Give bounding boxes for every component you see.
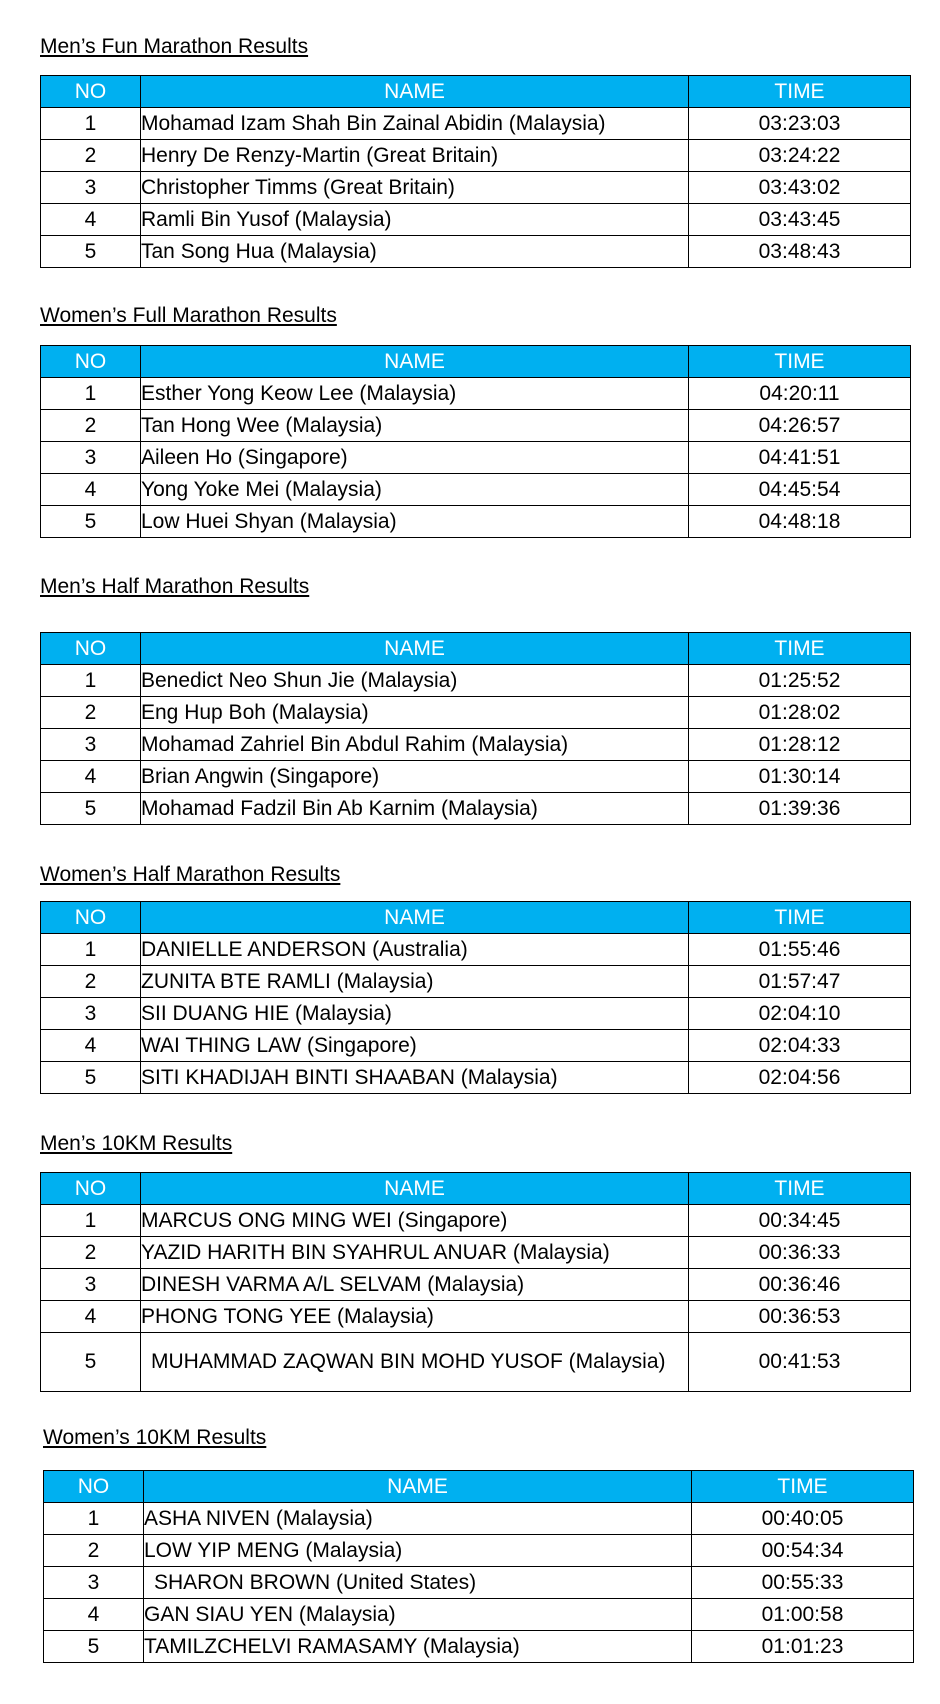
cell-no: 1 (41, 108, 141, 140)
cell-no: 2 (41, 697, 141, 729)
cell-name: Tan Song Hua (Malaysia) (141, 236, 689, 268)
table-row (41, 108, 911, 140)
cell-no: 2 (41, 140, 141, 172)
cell-time: 01:39:36 (689, 793, 911, 825)
cell-time: 03:23:03 (689, 108, 911, 140)
cell-no: 2 (41, 410, 141, 442)
table-row (41, 236, 911, 268)
section-womens-half-marathon (40, 862, 910, 1089)
cell-no: 4 (41, 761, 141, 793)
cell-name: Aileen Ho (Singapore) (141, 442, 689, 474)
cell-name: Christopher Timms (Great Britain) (141, 172, 689, 204)
cell-time: 00:36:46 (689, 1269, 911, 1301)
table-row (41, 140, 911, 172)
header-no: NO (44, 1471, 144, 1503)
cell-no: 2 (41, 1237, 141, 1269)
header-name: NAME (141, 902, 689, 934)
cell-no: 5 (41, 1333, 141, 1392)
cell-no: 5 (44, 1631, 144, 1663)
cell-no: 1 (44, 1503, 144, 1535)
cell-time: 02:04:56 (689, 1062, 911, 1094)
table-row (41, 729, 911, 761)
cell-name: TAMILZCHELVI RAMASAMY (Malaysia) (144, 1631, 692, 1663)
cell-time: 01:00:58 (692, 1599, 914, 1631)
cell-time: 02:04:10 (689, 998, 911, 1030)
cell-time: 03:43:45 (689, 204, 911, 236)
results-table (40, 345, 911, 538)
table-row (41, 1301, 911, 1333)
cell-name: Ramli Bin Yusof (Malaysia) (141, 204, 689, 236)
table-row (41, 172, 911, 204)
table-row (41, 378, 911, 410)
header-time: TIME (689, 633, 911, 665)
cell-time: 01:28:12 (689, 729, 911, 761)
cell-no: 4 (41, 204, 141, 236)
cell-name: ASHA NIVEN (Malaysia) (144, 1503, 692, 1535)
cell-no: 4 (41, 1301, 141, 1333)
table-row (41, 761, 911, 793)
table-row (41, 665, 911, 697)
cell-name: Mohamad Fadzil Bin Ab Karnim (Malaysia) (141, 793, 689, 825)
header-time: TIME (689, 346, 911, 378)
cell-name: WAI THING LAW (Singapore) (141, 1030, 689, 1062)
table-row (44, 1535, 914, 1567)
cell-no: 3 (41, 998, 141, 1030)
cell-no: 5 (41, 1062, 141, 1094)
table-row (44, 1567, 914, 1599)
cell-name: Benedict Neo Shun Jie (Malaysia) (141, 665, 689, 697)
cell-no: 2 (41, 966, 141, 998)
table-row (41, 204, 911, 236)
cell-time: 00:34:45 (689, 1205, 911, 1237)
cell-name: GAN SIAU YEN (Malaysia) (144, 1599, 692, 1631)
cell-name: Mohamad Zahriel Bin Abdul Rahim (Malaysia) (141, 729, 689, 761)
header-name: NAME (141, 633, 689, 665)
cell-time: 03:43:02 (689, 172, 911, 204)
header-time: TIME (689, 1173, 911, 1205)
section-title: Men’s Fun Marathon Results (40, 35, 309, 58)
cell-name: PHONG TONG YEE (Malaysia) (141, 1301, 689, 1333)
table-row (41, 410, 911, 442)
cell-name: SITI KHADIJAH BINTI SHAABAN (Malaysia) (141, 1062, 689, 1094)
cell-no: 2 (44, 1535, 144, 1567)
table-row (41, 1205, 911, 1237)
table-row (41, 966, 911, 998)
cell-no: 1 (41, 665, 141, 697)
cell-name: DANIELLE ANDERSON (Australia) (141, 934, 689, 966)
table-row (41, 1030, 911, 1062)
cell-name: Henry De Renzy-Martin (Great Britain) (141, 140, 689, 172)
cell-name: MUHAMMAD ZAQWAN BIN MOHD YUSOF (Malaysia) (141, 1333, 689, 1392)
cell-time: 01:01:23 (692, 1631, 914, 1663)
cell-time: 03:24:22 (689, 140, 911, 172)
results-table (40, 901, 911, 1094)
cell-no: 5 (41, 506, 141, 538)
section-title: Women’s Half Marathon Results (40, 863, 341, 886)
header-no: NO (41, 633, 141, 665)
cell-name: Eng Hup Boh (Malaysia) (141, 697, 689, 729)
table-header-row (41, 902, 911, 934)
cell-name: YAZID HARITH BIN SYAHRUL ANUAR (Malaysia) (141, 1237, 689, 1269)
table-row (41, 697, 911, 729)
cell-time: 04:48:18 (689, 506, 911, 538)
cell-no: 3 (41, 442, 141, 474)
table-row (41, 1333, 911, 1392)
header-no: NO (41, 76, 141, 108)
cell-time: 00:40:05 (692, 1503, 914, 1535)
cell-no: 4 (41, 1030, 141, 1062)
section-mens-10km (40, 1131, 910, 1373)
header-time: TIME (689, 902, 911, 934)
header-time: TIME (689, 76, 911, 108)
cell-no: 3 (41, 172, 141, 204)
cell-no: 3 (41, 729, 141, 761)
cell-no: 4 (41, 474, 141, 506)
table-header-row (41, 346, 911, 378)
cell-name: Esther Yong Keow Lee (Malaysia) (141, 378, 689, 410)
cell-time: 00:36:53 (689, 1301, 911, 1333)
cell-name: Tan Hong Wee (Malaysia) (141, 410, 689, 442)
section-womens-full-marathon (40, 303, 910, 533)
cell-name: DINESH VARMA A/L SELVAM (Malaysia) (141, 1269, 689, 1301)
cell-time: 00:36:33 (689, 1237, 911, 1269)
cell-name: SHARON BROWN (United States) (144, 1567, 692, 1599)
cell-time: 04:45:54 (689, 474, 911, 506)
cell-time: 04:20:11 (689, 378, 911, 410)
cell-no: 5 (41, 793, 141, 825)
header-name: NAME (141, 1173, 689, 1205)
header-name: NAME (144, 1471, 692, 1503)
header-no: NO (41, 346, 141, 378)
table-row (44, 1631, 914, 1663)
cell-time: 02:04:33 (689, 1030, 911, 1062)
table-row (41, 1062, 911, 1094)
table-row (44, 1599, 914, 1631)
table-header-row (41, 76, 911, 108)
cell-time: 03:48:43 (689, 236, 911, 268)
table-row (41, 793, 911, 825)
cell-no: 3 (41, 1269, 141, 1301)
section-mens-fun-marathon (40, 34, 910, 263)
table-row (41, 474, 911, 506)
table-header-row (41, 1173, 911, 1205)
table-header-row (44, 1471, 914, 1503)
table-row (41, 1237, 911, 1269)
cell-time: 00:54:34 (692, 1535, 914, 1567)
section-title: Women’s Full Marathon Results (40, 304, 337, 327)
cell-name: LOW YIP MENG (Malaysia) (144, 1535, 692, 1567)
results-table (40, 1172, 911, 1392)
header-name: NAME (141, 76, 689, 108)
cell-no: 3 (44, 1567, 144, 1599)
table-row (41, 934, 911, 966)
table-header-row (41, 633, 911, 665)
section-title: Men’s Half Marathon Results (40, 575, 310, 598)
cell-name: Mohamad Izam Shah Bin Zainal Abidin (Malaysia) (141, 108, 689, 140)
header-no: NO (41, 1173, 141, 1205)
cell-time: 04:41:51 (689, 442, 911, 474)
header-no: NO (41, 902, 141, 934)
section-womens-10km (43, 1425, 913, 1658)
cell-name: MARCUS ONG MING WEI (Singapore) (141, 1205, 689, 1237)
table-row (44, 1503, 914, 1535)
section-title: Men’s 10KM Results (40, 1132, 233, 1155)
cell-time: 04:26:57 (689, 410, 911, 442)
header-time: TIME (692, 1471, 914, 1503)
cell-name: Low Huei Shyan (Malaysia) (141, 506, 689, 538)
table-row (41, 442, 911, 474)
cell-time: 01:30:14 (689, 761, 911, 793)
section-title: Women’s 10KM Results (43, 1426, 267, 1449)
cell-name: ZUNITA BTE RAMLI (Malaysia) (141, 966, 689, 998)
results-table (40, 75, 911, 268)
cell-time: 00:41:53 (689, 1333, 911, 1392)
header-name: NAME (141, 346, 689, 378)
cell-name: Yong Yoke Mei (Malaysia) (141, 474, 689, 506)
cell-time: 01:28:02 (689, 697, 911, 729)
cell-time: 01:55:46 (689, 934, 911, 966)
cell-no: 5 (41, 236, 141, 268)
cell-no: 1 (41, 934, 141, 966)
cell-time: 00:55:33 (692, 1567, 914, 1599)
cell-name: SII DUANG HIE (Malaysia) (141, 998, 689, 1030)
cell-no: 1 (41, 1205, 141, 1237)
cell-time: 01:57:47 (689, 966, 911, 998)
table-row (41, 1269, 911, 1301)
cell-name: Brian Angwin (Singapore) (141, 761, 689, 793)
results-table (43, 1470, 914, 1663)
cell-time: 01:25:52 (689, 665, 911, 697)
section-mens-half-marathon (40, 574, 910, 820)
cell-no: 1 (41, 378, 141, 410)
table-row (41, 998, 911, 1030)
cell-no: 4 (44, 1599, 144, 1631)
table-row (41, 506, 911, 538)
results-table (40, 632, 911, 825)
